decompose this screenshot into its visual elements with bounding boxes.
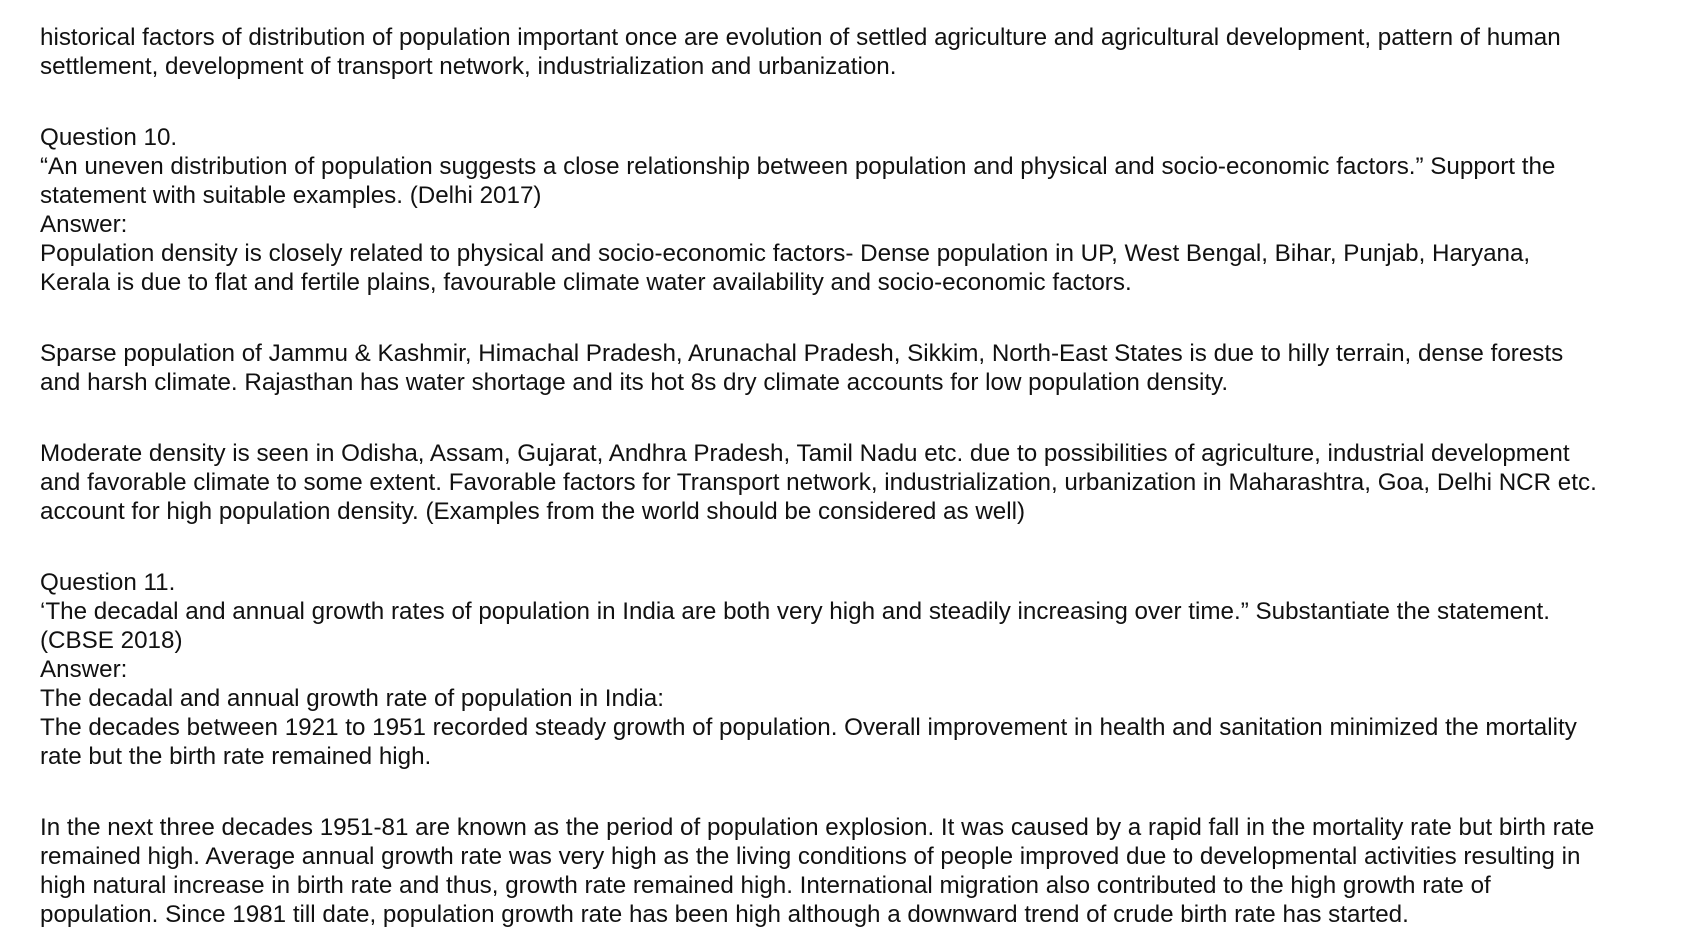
answer-paragraph	[40, 439, 1680, 526]
answer-text: Population density is closely related to physical and socio-economic factors- Dense population in UP, West Bengal, Bihar, Punjab, Haryana,	[40, 240, 1531, 267]
answer-paragraph	[40, 813, 1680, 929]
answer-text: rate but the birth rate remained high.	[40, 743, 432, 770]
question-10-text: “An uneven distribution of population suggests a close relationship between population and physical and socio-economic factors.” Support the	[40, 153, 1556, 180]
answer-text: population. Since 1981 till date, population growth rate has been high although a downward trend of crude birth rate has started.	[40, 901, 1409, 928]
answer-text: Sparse population of Jammu & Kashmir, Himachal Pradesh, Arunachal Pradesh, Sikkim, North-East States is due to hilly terrain, dense forests	[40, 340, 1564, 367]
document-body	[40, 23, 1680, 929]
answer-text: and harsh climate. Rajasthan has water shortage and its hot 8s dry climate accounts for low population density.	[40, 369, 1229, 396]
question-11-text: (CBSE 2018)	[40, 627, 183, 654]
answer-text: remained high. Average annual growth rate was very high as the living conditions of people improved due to developmental activities resulting in	[40, 843, 1581, 870]
answer-text: and favorable climate to some extent. Favorable factors for Transport network, industrialization, urbanization in Maharashtra, Goa, Delhi NCR etc.	[40, 469, 1597, 496]
answer-text: The decadal and annual growth rate of population in India:	[40, 685, 664, 712]
answer-label: Answer:	[40, 211, 128, 238]
answer-text: The decades between 1921 to 1951 recorded steady growth of population. Overall improvement in health and sanitation minimized the mortality	[40, 714, 1577, 741]
question-10-heading: Question 10.	[40, 124, 178, 151]
question-11-block	[40, 568, 1680, 771]
question-11-heading: Question 11.	[40, 569, 176, 596]
answer-text: account for high population density. (Examples from the world should be considered as well)	[40, 498, 1026, 525]
question-10-block	[40, 123, 1680, 297]
answer-text: high natural increase in birth rate and thus, growth rate remained high. International migration also contributed to the high growth rate of	[40, 872, 1491, 899]
question-10-text: statement with suitable examples. (Delhi 2017)	[40, 182, 542, 209]
text-line: historical factors of distribution of population important once are evolution of settled agriculture and agricultural development, pattern of human	[40, 24, 1561, 51]
intro-paragraph	[40, 23, 1680, 81]
question-11-text: ‘The decadal and annual growth rates of population in India are both very high and steadily increasing over time.” Substantiate the statement.	[40, 598, 1550, 625]
text-line: settlement, development of transport network, industrialization and urbanization.	[40, 53, 897, 80]
answer-label: Answer:	[40, 656, 128, 683]
answer-paragraph	[40, 339, 1680, 397]
answer-text: In the next three decades 1951-81 are known as the period of population explosion. It was caused by a rapid fall in the mortality rate but birth rate	[40, 814, 1595, 841]
answer-text: Moderate density is seen in Odisha, Assam, Gujarat, Andhra Pradesh, Tamil Nadu etc. due to possibilities of agriculture, industrial development	[40, 440, 1570, 467]
answer-text: Kerala is due to flat and fertile plains, favourable climate water availability and socio-economic factors.	[40, 269, 1132, 296]
